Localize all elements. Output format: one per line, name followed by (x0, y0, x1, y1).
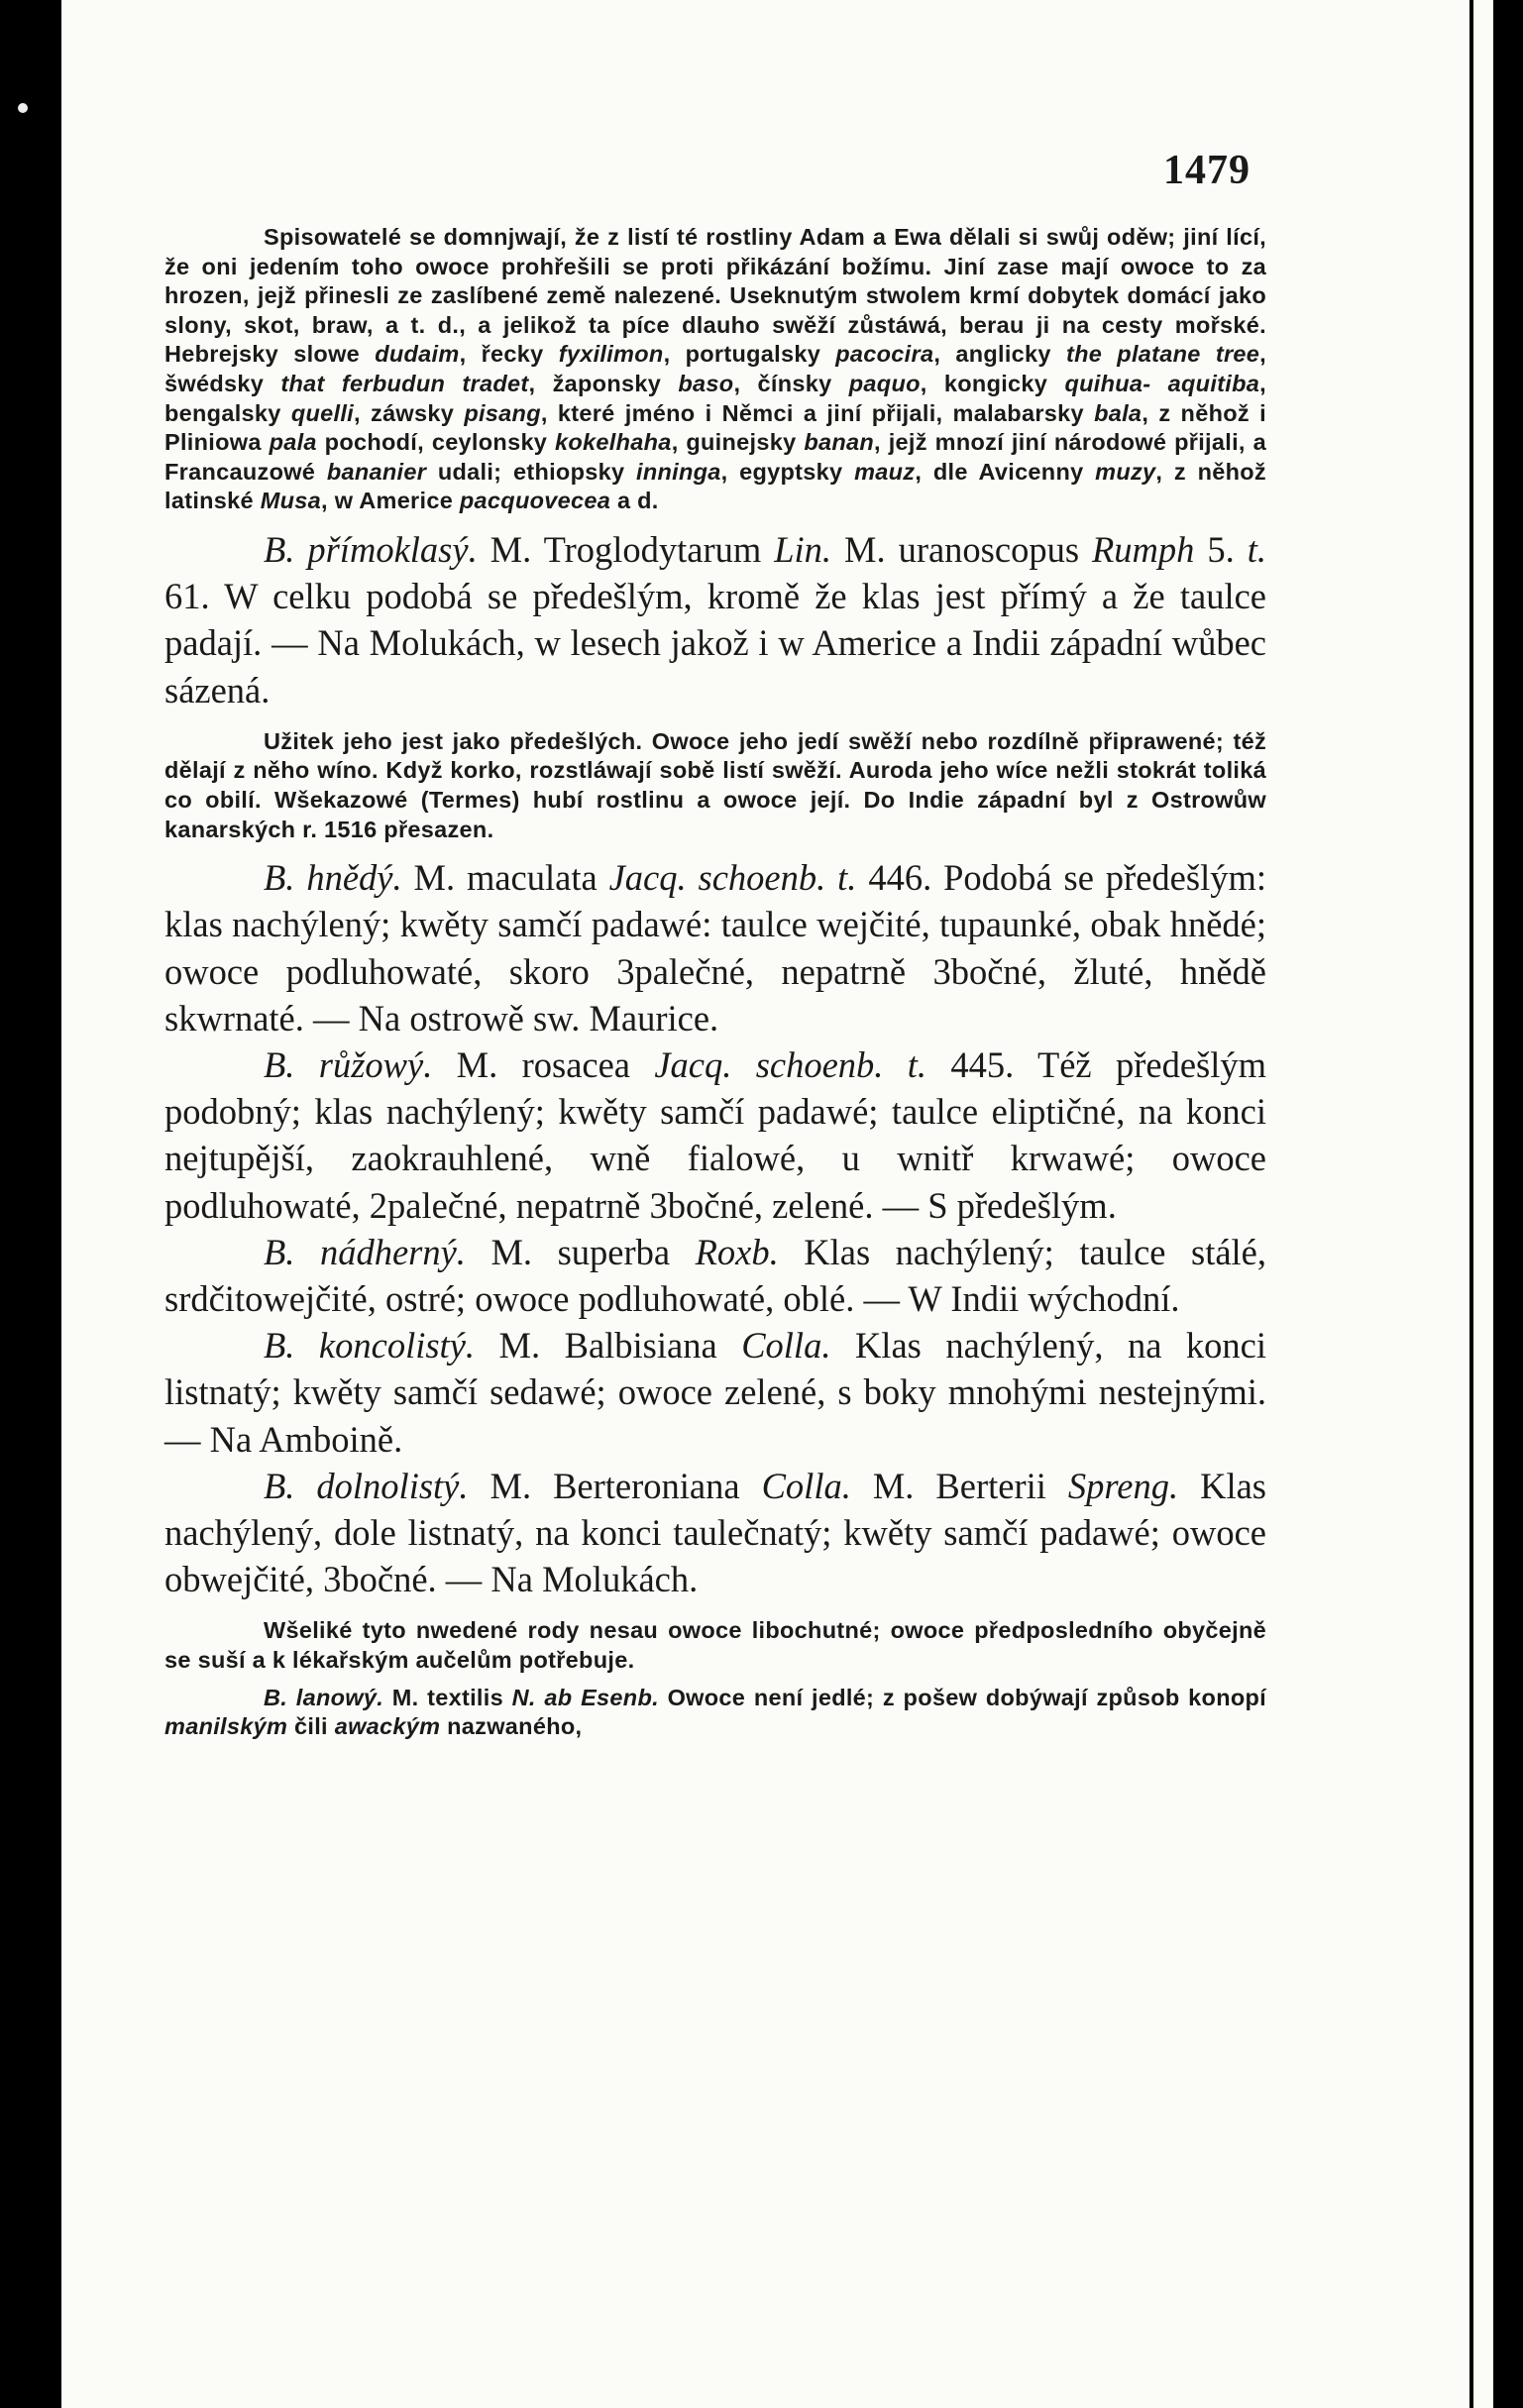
scan-speck (18, 103, 28, 113)
page-number: 1479 (1163, 148, 1251, 193)
entry-lanowy: B. lanowý. M. textilis N. ab Esenb. Owoce není jedlé; z pošew dobýwají způsob konopí manilským čili awackým nazwaného, (164, 1684, 1266, 1740)
entry-hnedy: B. hnědý. M. maculata Jacq. schoenb. t. 446. Podobá se předešlým: klas nachýlený; kwěty samčí padawé: taulce wejčité, tupaunké, obak hnědé; owoce podluhowaté, skoro 3palečné, nepatrně 3bočné, žluté, hnědě skwrnaté. — Na ostrowě sw. Maurice. (164, 857, 1266, 1039)
page-text (164, 223, 1266, 1742)
entry-primoklasy: B. přímoklasý. M. Troglodytarum Lin. M. uranoscopus Rumph 5. t. 61. W celku podobá se předešlým, kromě že klas jest přímý a že taulce padají. — Na Molukách, w lesech jakož i w Americe a Indii západní wůbec sázená. (164, 528, 1267, 711)
paragraph-writers: Spisowatelé se domnjwají, že z listí té rostliny Adam a Ewa dělali si swůj oděw; jiní lící, že oni jedením toho owoce prohřešili se proti přikázání božímu. Jiní zase mají owoce to za hrozen, jejž přinesli ze zaslíbené země nalezené. Useknutým stwolem krmí dobytek domácí jako slony, skot, braw, a t. d., a jelikož ta píce dlauho swěží zůstáwá, berau ji na cesty mořské. Hebrejsky slowe dudaim, řecky fyxilimon, portugalsky pacocira, anglicky the platane tree, šwédsky that ferbudun tradet, žaponsky baso, čínsky paquo, kongicky quihua- aquitiba, bengalsky quelli, záwsky pisang, které jméno i Němci a jiní přijali, malabarsky bala, z něhož i Pliniowa pala pochodí, ceylonsky kokelhaha, guinejsky banan, jejž mnozí jiní národowé přijali, a Francauzowé bananier udali; ethiopsky inninga, egyptsky mauz, dle Avicenny muzy, z něhož latinské Musa, w Americe pacquovecea a d. (164, 224, 1266, 514)
entry-ruzowy: B. růžowý. M. rosacea Jacq. schoenb. t. 445. Též předešlým podobný; klas nachýlený; kwěty samčí padawé; taulce eliptičné, na konci nejtupější, zaokrauhlené, wně fialowé, u wnitř krwawé; owoce podluhowaté, 2palečné, nepatrně 3bočné, zelené. — S předešlým. (164, 1043, 1267, 1226)
page-edge-shadow (1469, 0, 1473, 2408)
paragraph-usage: Užitek jeho jest jako předešlých. Owoce jeho jedí swěží nebo rozdílně připrawené; též dělají z něho wíno. Když korko, rozstláwají sobě listí swěží. Auroda jeho wíce nežli stokrát toliká co obilí. Wšekazowé (Termes) hubí rostlinu a owoce její. Do Indie západní byl z Ostrowůw kanarských r. 1516 přesazen. (164, 727, 1266, 842)
entry-nadherny: B. nádherný. M. superba Roxb. Klas nachýlený; taulce stálé, srdčitowejčité, ostré; owoce podluhowaté, oblé. — W Indii wýchodní. (164, 1231, 1267, 1319)
entry-koncolisty: B. koncolistý. M. Balbisiana Colla. Klas nachýlený, na konci listnatý; kwěty samčí sedawé; owoce zelené, s boky mnohými nestejnými. — Na Amboině. (164, 1325, 1267, 1460)
entry-dolnolisty: B. dolnolistý. M. Berteroniana Colla. M. Berterii Spreng. Klas nachýlený, dole listnatý, na konci taulečnatý; kwěty samčí padawé; owoce obwejčité, 3bočné. — Na Molukách. (164, 1465, 1266, 1600)
book-page (61, 0, 1493, 2408)
paragraph-note: Wšeliké tyto nwedené rody nesau owoce libochutné; owoce předposledního obyčejně se suší a k lékařským aučelům potřebuje. (164, 1617, 1266, 1673)
